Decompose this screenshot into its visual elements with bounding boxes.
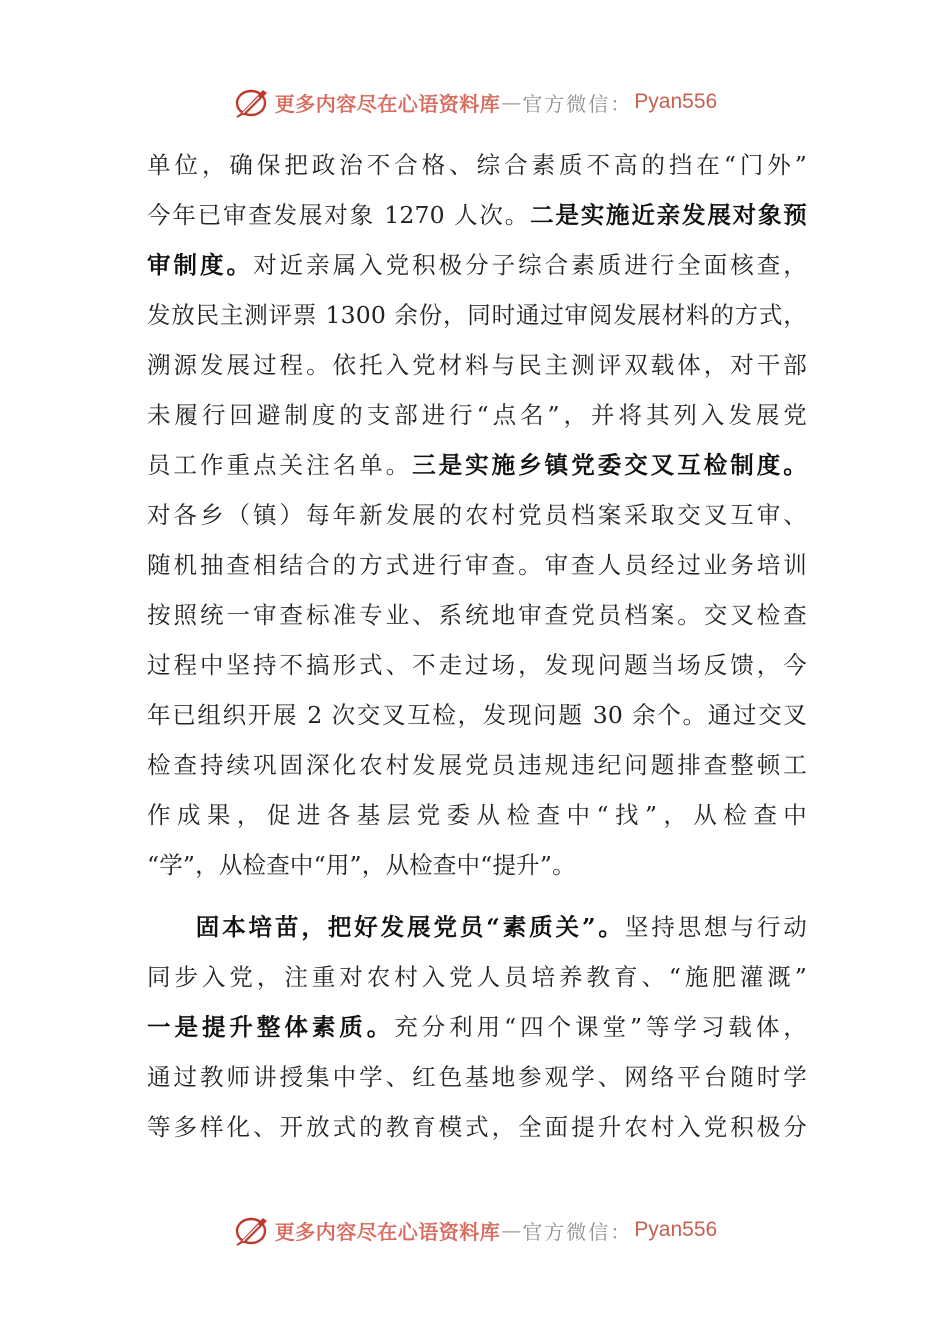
quill-pen-logo-icon — [233, 84, 273, 120]
text-line: 随机抽查相结合的方式进行审查。审查人员经过业务培训 — [147, 551, 807, 579]
text-line: 固本培苗，把好发展党员“素质关”。坚持思想与行动 — [193, 913, 808, 941]
text-line: 等多样化、开放式的教育模式，全面提升农村入党积极分 — [147, 1113, 807, 1141]
footer-wechat-label: 官方微信： — [522, 1219, 633, 1244]
text-line: 发放民主测评票 1300 余份，同时通过审阅发展材料的方式， — [147, 301, 807, 329]
footer-site-text: 更多内容尽在心语资料库 — [274, 1219, 501, 1244]
header-wechat-label: 官方微信： — [522, 91, 633, 116]
text-line: 过程中坚持不搞形式、不走过场，发现问题当场反馈，今 — [147, 651, 807, 679]
footer-wechat-id: Pyan556 — [634, 1218, 718, 1241]
quill-pen-logo-icon — [233, 1212, 273, 1248]
text-line: 作成果，促进各基层党委从检查中“找”，从检查中 — [147, 801, 807, 829]
header-banner — [0, 82, 950, 122]
text-line: 溯源发展过程。依托入党材料与民主测评双载体，对干部 — [147, 351, 807, 379]
text-line: 同步入党，注重对农村入党人员培养教育、“施肥灌溉” — [147, 963, 807, 991]
footer-banner — [0, 1210, 950, 1250]
text-line: 按照统一审查标准专业、系统地审查党员档案。交叉检查 — [147, 601, 807, 629]
text-line: 年已组织开展 2 次交叉互检，发现问题 30 余个。通过交叉 — [147, 701, 807, 729]
text-line: 对各乡（镇）每年新发展的农村党员档案采取交叉互审、 — [147, 501, 807, 529]
footer-dash: — — [501, 1218, 522, 1242]
text-line: 员工作重点关注名单。三是实施乡镇党委交叉互检制度。 — [147, 451, 807, 479]
text-line: 一是提升整体素质。充分利用“四个课堂”等学习载体， — [147, 1013, 807, 1041]
text-line: “学”，从检查中“用”，从检查中“提升”。 — [147, 851, 576, 879]
text-line: 单位，确保把政治不合格、综合素质不高的挡在“门外” — [147, 151, 807, 179]
text-line: 未履行回避制度的支部进行“点名”，并将其列入发展党 — [147, 401, 807, 429]
text-line: 审制度。对近亲属入党积极分子综合素质进行全面核查， — [147, 251, 807, 279]
text-line: 检查持续巩固深化农村发展党员违规违纪问题排查整顿工 — [147, 751, 807, 779]
text-line: 今年已审查发展对象 1270 人次。二是实施近亲发展对象预 — [147, 201, 807, 229]
text-line: 通过教师讲授集中学、红色基地参观学、网络平台随时学 — [147, 1063, 807, 1091]
header-wechat-id: Pyan556 — [634, 90, 718, 113]
header-site-text: 更多内容尽在心语资料库 — [274, 91, 501, 116]
document-body — [147, 140, 807, 1152]
header-dash: — — [501, 90, 522, 114]
